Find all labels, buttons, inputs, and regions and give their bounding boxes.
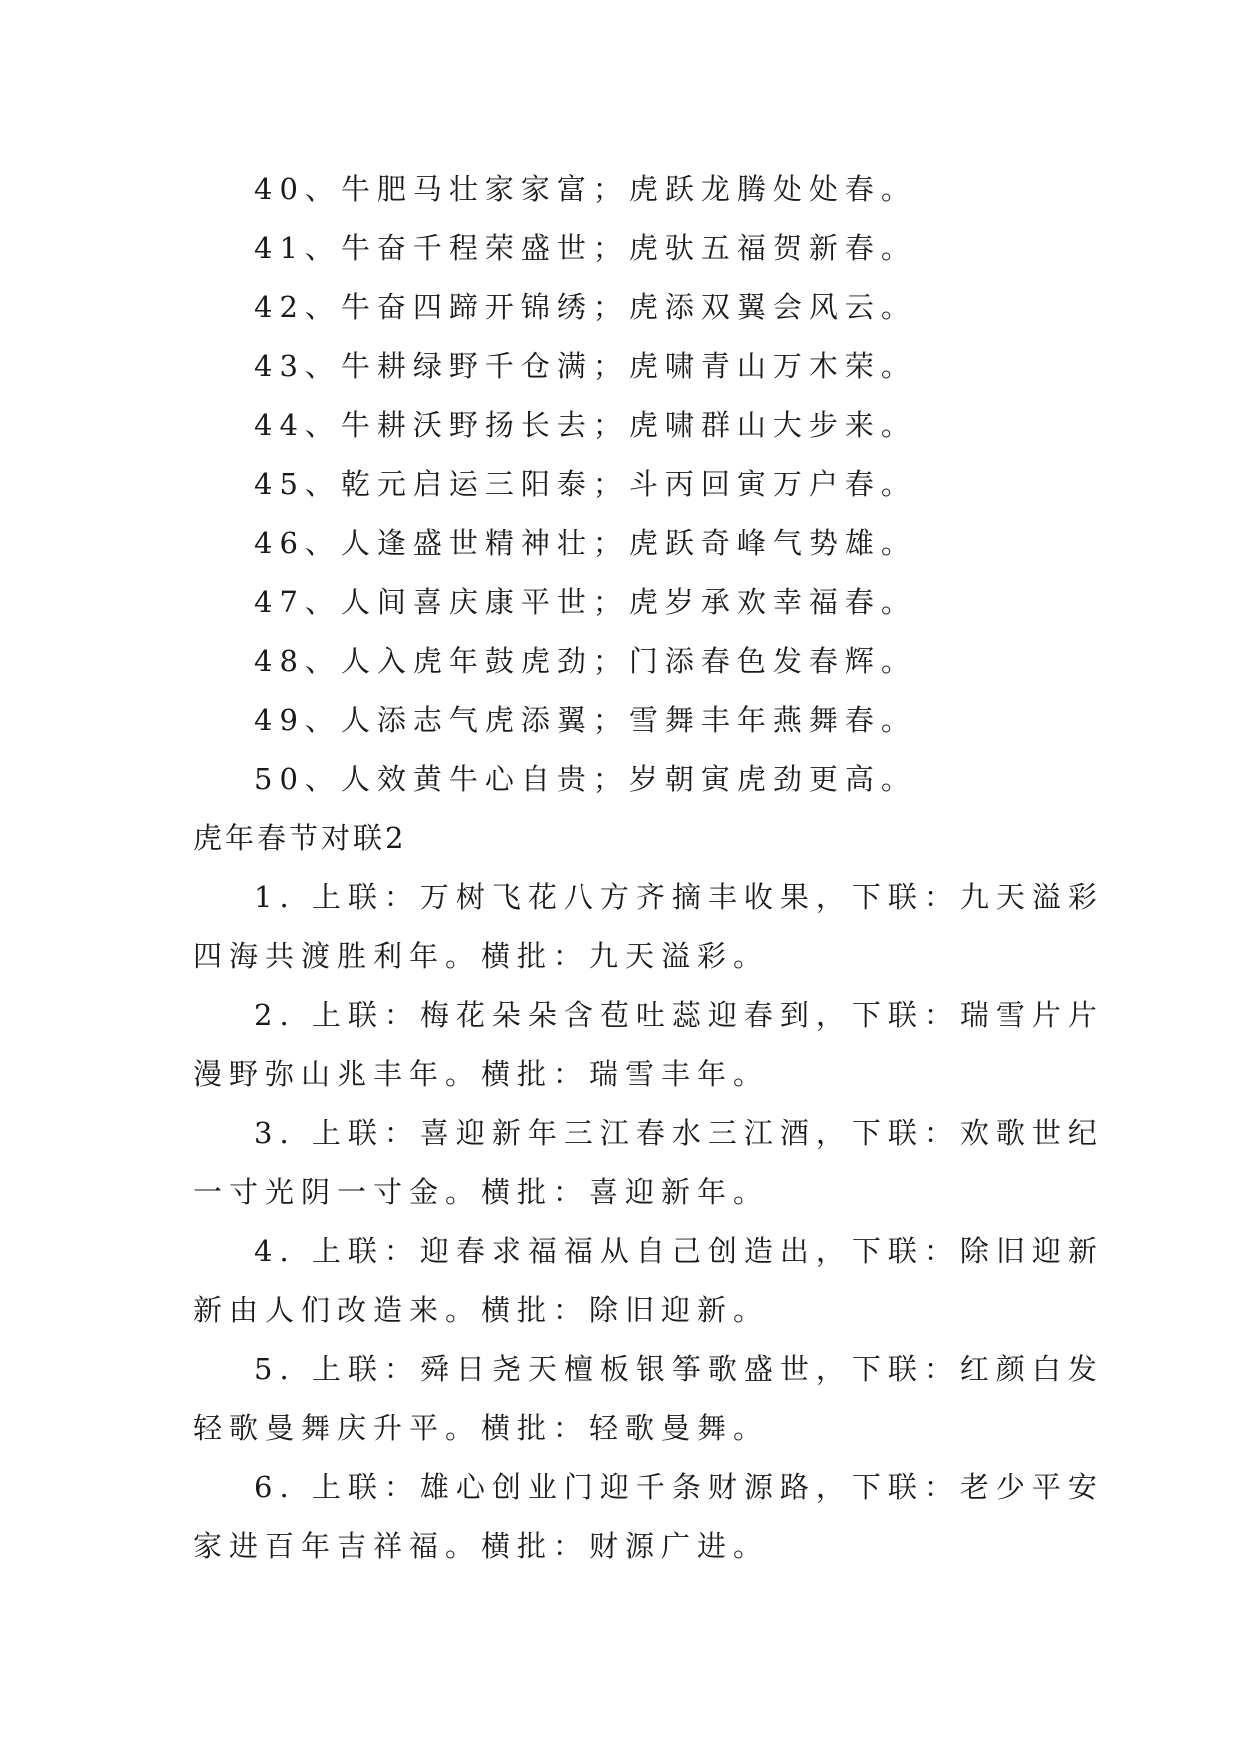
list-item: 50、人效黄牛心自贵；岁朝寅虎劲更高。	[254, 762, 917, 796]
couplet-line: 3. 上联：喜迎新年三江春水三江酒，下联：欢歌世纪	[254, 1116, 1104, 1150]
couplet-paragraph	[193, 868, 1104, 986]
couplet-line: 4. 上联：迎春求福福从自己创造出，下联：除旧迎新	[254, 1234, 1104, 1268]
list-item: 41、牛奋千程荣盛世；虎驮五福贺新春。	[254, 231, 917, 265]
list-item: 44、牛耕沃野扬长去；虎啸群山大步来。	[254, 408, 917, 442]
couplet-line: 一寸光阴一寸金。横批：喜迎新年。	[193, 1175, 770, 1209]
list-item: 45、乾元启运三阳泰；斗丙回寅万户春。	[254, 467, 917, 501]
couplet-line: 轻歌曼舞庆升平。横批：轻歌曼舞。	[193, 1411, 770, 1445]
couplet-line: 5. 上联：舜日尧天檀板银筝歌盛世，下联：红颜白发	[254, 1352, 1104, 1386]
couplet-line: 漫野弥山兆丰年。横批：瑞雪丰年。	[193, 1057, 770, 1091]
list-item: 46、人逢盛世精神壮；虎跃奇峰气势雄。	[254, 526, 917, 560]
list-item: 48、人入虎年鼓虎劲；门添春色发春辉。	[254, 644, 917, 678]
couplet-line: 新由人们改造来。横批：除旧迎新。	[193, 1293, 770, 1327]
list-item: 42、牛奋四蹄开锦绣；虎添双翼会风云。	[254, 290, 917, 324]
section-title: 虎年春节对联2	[193, 821, 407, 855]
couplet-list	[193, 868, 1104, 1576]
couplet-line: 家进百年吉祥福。横批：财源广进。	[193, 1529, 770, 1563]
list-item: 40、牛肥马壮家家富；虎跃龙腾处处春。	[254, 172, 917, 206]
numbered-list	[193, 160, 1053, 809]
list-item: 49、人添志气虎添翼；雪舞丰年燕舞春。	[254, 703, 917, 737]
couplet-paragraph	[193, 1458, 1104, 1576]
list-item: 43、牛耕绿野千仓满；虎啸青山万木荣。	[254, 349, 917, 383]
couplet-line: 1. 上联：万树飞花八方齐摘丰收果，下联：九天溢彩	[254, 880, 1104, 914]
document-page	[193, 160, 1104, 1576]
couplet-line: 6. 上联：雄心创业门迎千条财源路，下联：老少平安	[254, 1470, 1104, 1504]
couplet-paragraph	[193, 1104, 1104, 1222]
couplet-paragraph	[193, 1222, 1104, 1340]
couplet-line: 四海共渡胜利年。横批：九天溢彩。	[193, 939, 770, 973]
list-item: 47、人间喜庆康平世；虎岁承欢幸福春。	[254, 585, 917, 619]
couplet-paragraph	[193, 1340, 1104, 1458]
couplet-paragraph	[193, 986, 1104, 1104]
couplet-line: 2. 上联：梅花朵朵含苞吐蕊迎春到，下联：瑞雪片片	[254, 998, 1104, 1032]
